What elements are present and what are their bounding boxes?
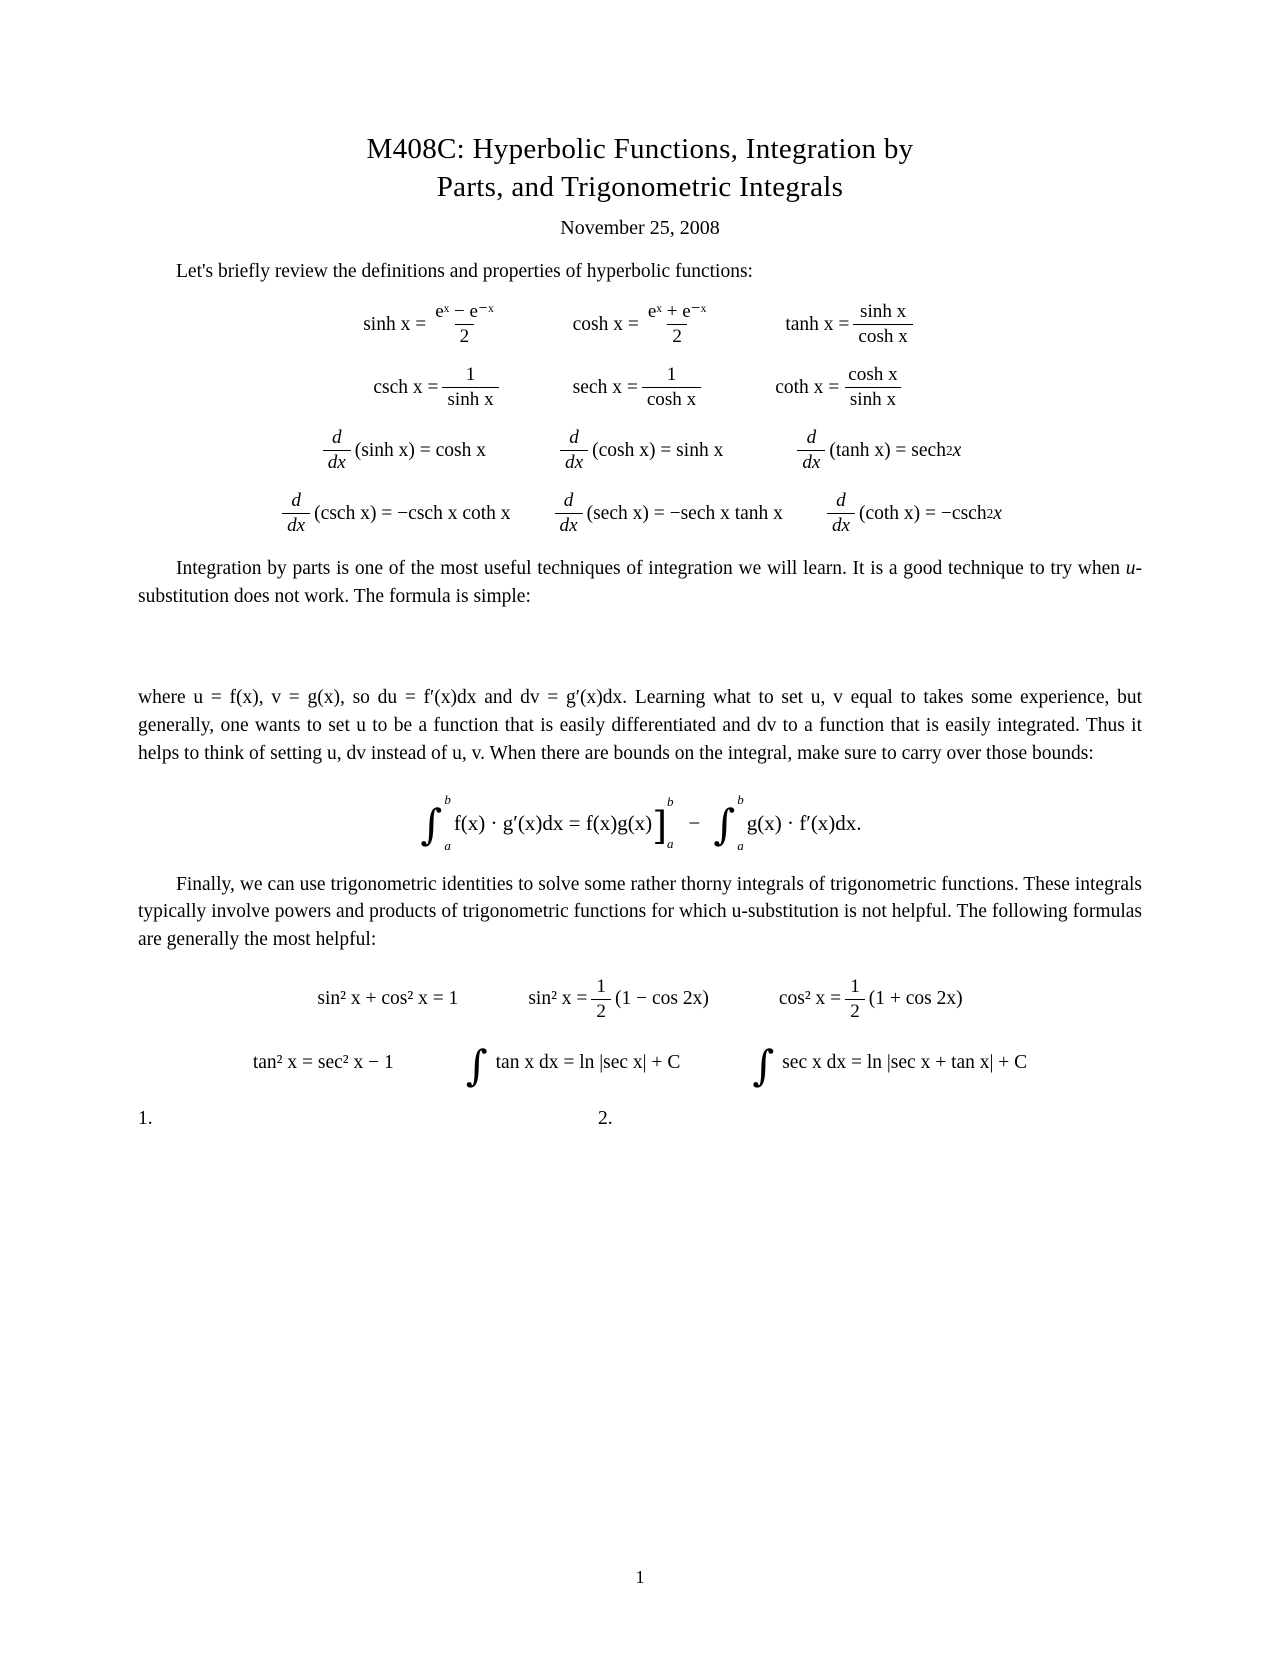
coth-fraction: $\frac{\text{cosh x}}{\text{sinh x}}$ [843,364,902,411]
tanh-definition: tanh x = $\frac{\text{sinh x}}{\text{cosh x}}$ [785,301,916,348]
page-number: 1 [635,1567,645,1587]
one-half-fraction: $\frac{1}{2}$ [845,976,865,1023]
csch-definition: csch x = $\frac{1}{\text{sinh x}}$ [373,364,502,411]
ddx-operator: $\frac{d}{dx}$ [797,427,825,474]
ddx-operator: $\frac{d}{dx}$ [555,490,583,537]
tangent-integral: ∫ tan x dx = ln |sec x| + C [465,1040,681,1090]
problem-list [138,1108,1142,1130]
sech-definition: sech x = $\frac{1}{\text{cosh x}}$ [573,364,706,411]
secant-integral: ∫ sec x dx = ln |sec x + tan x| + C [752,1040,1028,1090]
sin-squared-identity: sin² x = $\frac{1}{2}$ (1 − cos 2x) [528,975,709,1022]
hyperbolic-derivatives-row-2 [138,490,1142,537]
title-line-2: Parts, and Trigonometric Integrals [436,171,844,204]
bounded-integration-by-parts-formula: ∫ b a f(x) · g′(x)dx = f(x)g(x) ] b a − ∫ b a g(x) · f′(x)dx. [420,792,862,854]
derivative-cosh: $\frac{d}{dx}$ (cosh x) = sinh x [556,427,723,474]
tan-squared-identity: tan² x = sec² x − 1 [252,1052,394,1074]
intro-paragraph: Let's briefly review the definitions and properties of hyperbolic functions: [176,260,753,282]
derivative-sinh: $\frac{d}{dx}$ (sinh x) = cosh x [319,427,486,474]
sech-fraction: $\frac{1}{\text{cosh x}}$ [642,364,701,411]
cosh-definition: cosh x = $\frac{\text{eˣ + e⁻ˣ}}{2}$ [573,301,716,348]
cos-squared-identity: cos² x = $\frac{1}{2}$ (1 + cos 2x) [778,975,963,1022]
csch-fraction: $\frac{1}{\text{sinh x}}$ [442,364,498,411]
ddx-operator: $\frac{d}{dx}$ [827,490,855,537]
trig-identities-row-1 [138,976,1142,1023]
integral-limits: b a [737,792,744,854]
hyperbolic-definitions-row-2 [138,364,1142,411]
integral-sign: ∫ [713,800,736,850]
integration-by-parts-paragraph: Integration by parts is one of the most useful techniques of integration we will learn. It is a good technique to try when u-substitution does not work. The formula is simple: [138,557,1142,607]
derivative-csch: $\frac{d}{dx}$ (csch x) = −csch x coth x [278,490,510,537]
ddx-operator: $\frac{d}{dx}$ [282,490,310,537]
cosh-fraction: $\frac{\text{eˣ + e⁻ˣ}}{2}$ [647,301,707,348]
ddx-operator: $\frac{d}{dx}$ [560,427,588,474]
derivative-coth: $\frac{d}{dx}$ (coth x) = −csch 2 x [823,490,1002,537]
derivative-sech: $\frac{d}{dx}$ (sech x) = −sech x tanh x [551,490,783,537]
integral-sign: ∫ [752,1040,775,1090]
sinh-fraction: $\frac{\text{eˣ − e⁻ˣ}}{2}$ [435,301,494,348]
trigonometric-integrals-paragraph: Finally, we can use trigonometric identities to solve some rather thorny integrals of trigonometric functions. These integrals typically involve powers and products of trigonometric functions for which u-substitution is not helpful. The following formulas are generally the most helpful: [138,873,1142,951]
hyperbolic-definitions-row-1 [138,301,1142,348]
pythagorean-identity: sin² x + cos² x = 1 [317,988,459,1010]
bracket-limits: b a [667,794,674,852]
integral-sign: ∫ [465,1040,488,1090]
integral-limits: b a [444,792,451,854]
document-date: November 25, 2008 [560,216,720,239]
substitution-paragraph: where u = f(x), v = g(x), so du = f′(x)dx and dv = g′(x)dx. Learning what to set u, v equal to takes some experience, but generally, one wants to set u to be a function that is easily differentiated and dv to a function that is easily integrated. Thus it helps to think of setting u, dv instead of u, v. When there are bounds on the integral, make sure to carry over those bounds: [138,687,1142,764]
evaluation-bracket: ] [652,803,668,848]
tanh-fraction: $\frac{\text{sinh x}}{\text{cosh x}}$ [853,301,912,348]
formula-placeholder-gap [138,610,1142,666]
coth-definition: coth x = $\frac{\text{cosh x}}{\text{sinh x}}$ [775,364,906,411]
page-title [198,130,1082,207]
trig-identities-row-2 [138,1040,1142,1090]
title-line-1: M408C: Hyperbolic Functions, Integration by [366,133,914,165]
one-half-fraction: $\frac{1}{2}$ [591,976,611,1023]
integral-sign: ∫ [420,800,443,850]
problem-2: 2. [598,1108,613,1130]
problem-1: 1. [138,1108,153,1130]
ddx-operator: $\frac{d}{dx}$ [323,427,351,474]
derivative-tanh: $\frac{d}{dx}$ (tanh x) = sech 2 x [793,427,961,474]
sinh-definition: sinh x = $\frac{\text{eˣ − e⁻ˣ}}{2}$ [363,301,502,348]
hyperbolic-derivatives-row-1 [138,427,1142,474]
